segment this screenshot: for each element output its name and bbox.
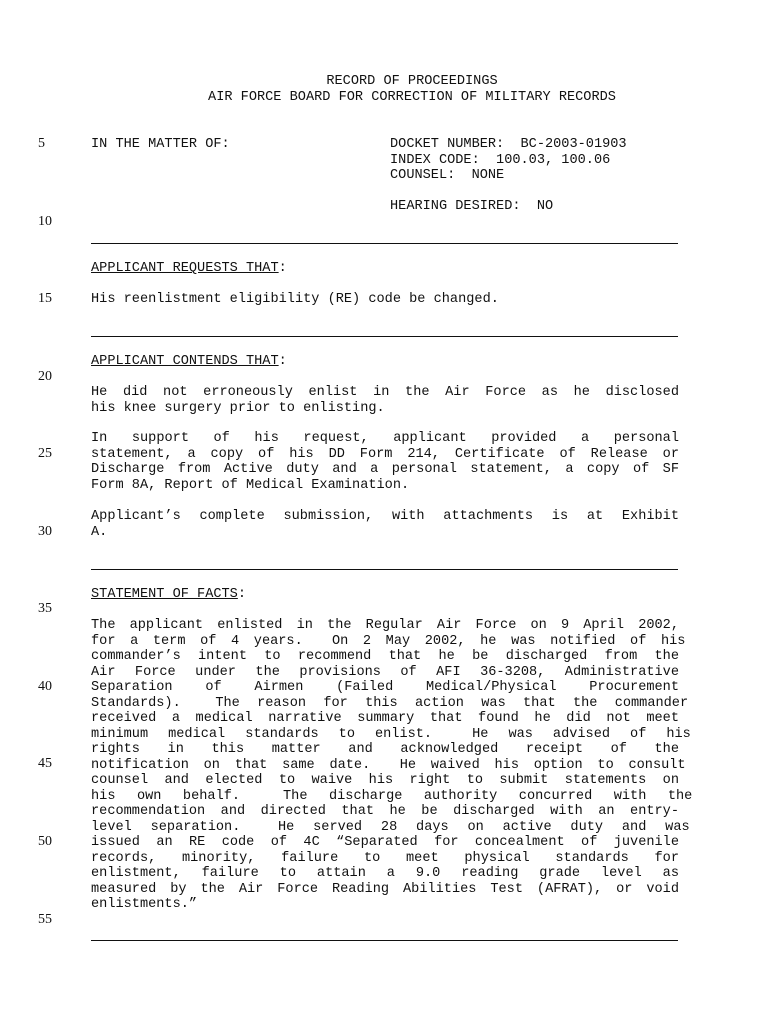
paragraph-line: Applicant’s complete submission, with attachments is at Exhibit xyxy=(91,509,679,524)
paragraph-line: Discharge from Active duty and a personal statement, a copy of SF xyxy=(91,462,679,477)
facts-heading-text: STATEMENT OF FACTS xyxy=(91,587,238,602)
paragraph-line: minimum medical standards to enlist. He was advised of his xyxy=(91,726,691,742)
paragraph-line: recommendation and directed that he be discharged with an entry- xyxy=(91,804,679,819)
section-divider xyxy=(91,336,678,337)
requests-heading-text: APPLICANT REQUESTS THAT xyxy=(91,261,279,276)
contends-paragraph-3 xyxy=(91,509,679,540)
paragraph-line: enlistment, failure to attain a 9.0 reading grade level as xyxy=(91,866,679,881)
section-divider xyxy=(91,940,678,941)
facts-heading xyxy=(91,587,246,602)
paragraph-line: records, minority, failure to meet physical standards for xyxy=(91,850,679,866)
line-number: 25 xyxy=(38,446,52,461)
in-the-matter-of: IN THE MATTER OF: xyxy=(91,137,230,152)
paragraph-line: rights in this matter and acknowledged receipt of the xyxy=(91,742,679,757)
contends-heading xyxy=(91,354,287,369)
paragraph-line: Form 8A, Report of Medical Examination. xyxy=(91,477,410,493)
hearing-desired: HEARING DESIRED: NO xyxy=(390,199,554,214)
requests-text: His reenlistment eligibility (RE) code be changed. xyxy=(91,292,499,307)
index-code: INDEX CODE: 100.03, 100.06 xyxy=(390,153,611,168)
record-title: RECORD OF PROCEEDINGS xyxy=(326,74,498,89)
line-number: 40 xyxy=(38,679,52,694)
requests-heading xyxy=(91,261,287,276)
paragraph-line: statement, a copy of his DD Form 214, Certificate of Release or xyxy=(91,446,679,462)
contends-heading-text: APPLICANT CONTENDS THAT xyxy=(91,354,279,369)
line-number: 55 xyxy=(38,912,52,927)
paragraph-line: enlistments.” xyxy=(91,897,198,912)
section-divider xyxy=(91,243,678,244)
paragraph-line: The applicant enlisted in the Regular Air Force on 9 April 2002, xyxy=(91,618,679,633)
paragraph-line: Air Force under the provisions of AFI 36-3208, Administrative xyxy=(91,664,679,680)
line-number: 20 xyxy=(38,369,52,384)
paragraph-line: received a medical narrative summary that found he did not meet xyxy=(91,711,679,726)
heading-colon: : xyxy=(237,587,247,602)
line-number: 45 xyxy=(38,756,52,771)
paragraph-line: Standards). The reason for this action was that the commander xyxy=(91,695,689,711)
heading-colon: : xyxy=(278,261,287,276)
docket-number: DOCKET NUMBER: BC-2003-01903 xyxy=(390,137,627,152)
line-number: 5 xyxy=(38,136,45,151)
paragraph-line: In support of his request, applicant provided a personal xyxy=(91,431,679,446)
line-number: 30 xyxy=(38,524,52,539)
paragraph-line: for a term of 4 years. On 2 May 2002, he was notified of his xyxy=(91,633,686,649)
line-number: 15 xyxy=(38,291,52,306)
line-number: 35 xyxy=(38,601,52,616)
paragraph-line: A. xyxy=(91,524,108,540)
paragraph-line: his own behalf. The discharge authority concurred with the xyxy=(91,788,693,804)
board-title: AIR FORCE BOARD FOR CORRECTION OF MILITARY RECORDS xyxy=(208,90,616,105)
paragraph-line: issued an RE code of 4C “Separated for concealment of juvenile xyxy=(91,835,679,850)
paragraph-line: notification on that same date. He waived his option to consult xyxy=(91,757,686,773)
contends-paragraph-1 xyxy=(91,385,679,416)
line-number: 50 xyxy=(38,834,52,849)
facts-paragraph xyxy=(91,618,693,913)
paragraph-line: He did not erroneously enlist in the Air Force as he disclosed xyxy=(91,385,679,400)
contends-paragraph-2 xyxy=(91,431,679,493)
paragraph-line: counsel and elected to waive his right to submit statements on xyxy=(91,773,679,788)
heading-colon: : xyxy=(278,354,287,369)
counsel: COUNSEL: NONE xyxy=(390,168,505,183)
line-number: 10 xyxy=(38,214,52,229)
paragraph-line: level separation. He served 28 days on active duty and was xyxy=(91,819,690,835)
section-divider xyxy=(91,569,678,570)
paragraph-line: Separation of Airmen (Failed Medical/Physical Procurement xyxy=(91,680,679,695)
paragraph-line: commander’s intent to recommend that he be discharged from the xyxy=(91,649,679,664)
paragraph-line: his knee surgery prior to enlisting. xyxy=(91,400,385,416)
paragraph-line: measured by the Air Force Reading Abilities Test (AFRAT), or void xyxy=(91,881,679,897)
